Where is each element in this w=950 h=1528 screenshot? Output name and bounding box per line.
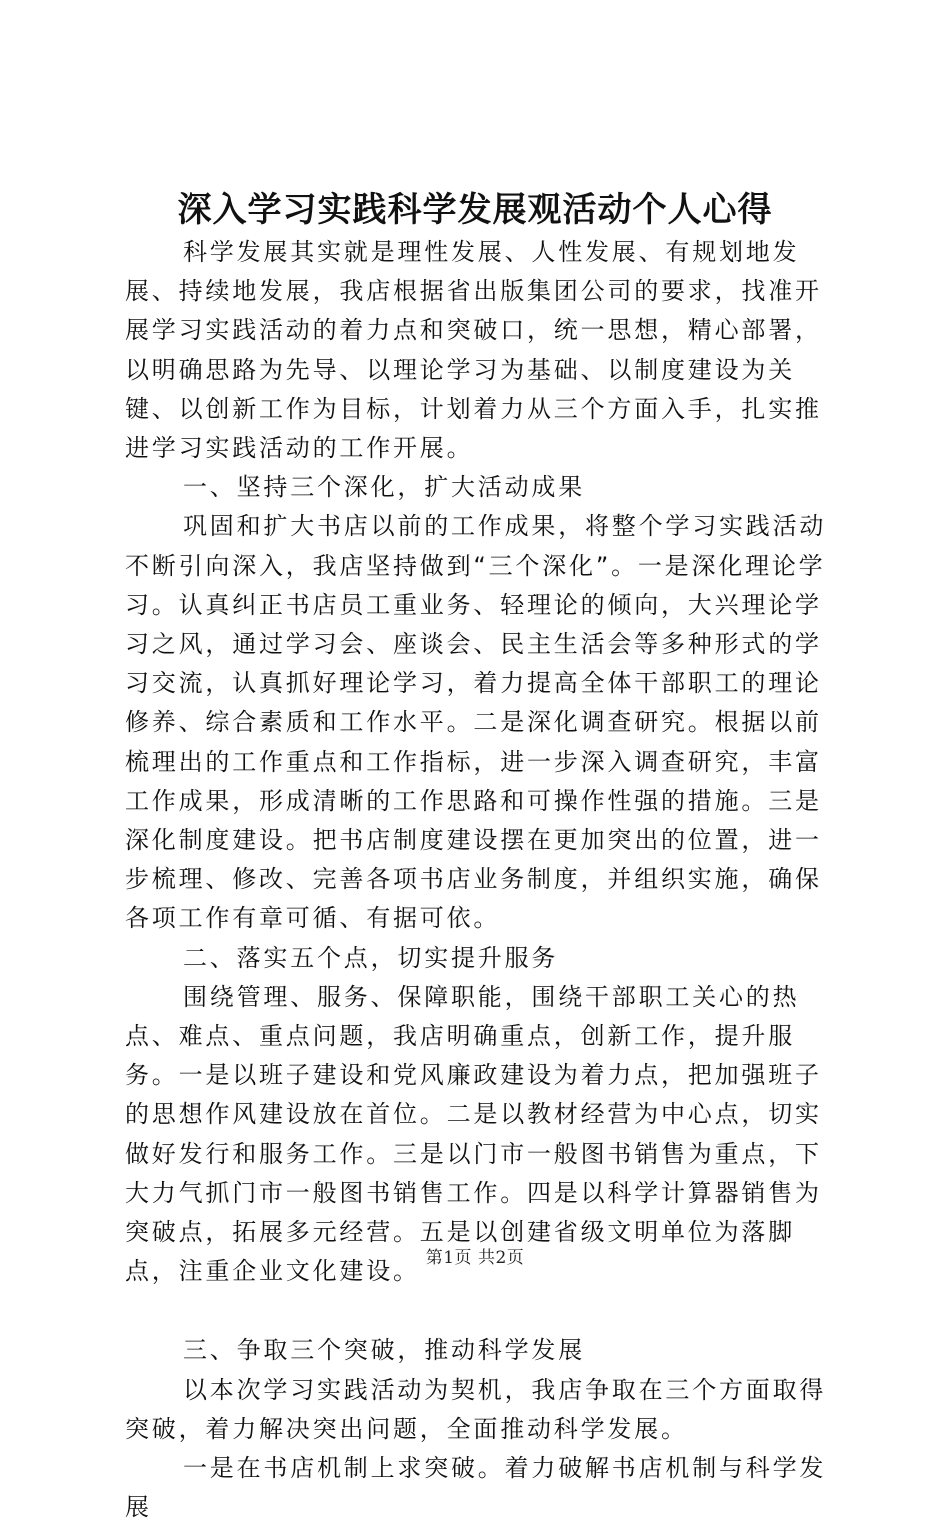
section-heading-1: 一、坚持三个深化，扩大活动成果 [183,473,585,502]
document-body [125,233,835,1528]
page-footer: 第1页 共2页 [425,1248,525,1268]
document-title: 深入学习实践科学发展观活动个人心得 [177,190,773,230]
section-3-item-1: 一是在书店机制上求突破。着力破解书店机制与科学发展 [125,1454,827,1522]
section-heading-3: 三、争取三个突破，推动科学发展 [183,1336,585,1365]
section-1-paragraph: 巩固和扩大书店以前的工作成果，将整个学习实践活动不断引向深入，我店坚持做到“三个深化”。一是深化理论学习。认真纠正书店员工重业务、轻理论的倾向，大兴理论学习之风，通过学习会、座谈会、民主生活会等多种形式的学习交流，认真抓好理论学习，着力提高全体干部职工的理论修养、综合素质和工作水平。二是深化调查研究。根据以前梳理出的工作重点和工作指标，进一步深入调查研究，丰富工作成果，形成清晰的工作思路和可操作性强的措施。三是深化制度建设。把书店制度建设摆在更加突出的位置，进一步梳理、修改、完善各项书店业务制度，并组织实施，确保各项工作有章可循、有据可依。 [125,512,827,933]
intro-paragraph: 科学发展其实就是理性发展、人性发展、有规划地发展、持续地发展，我店根据省出版集团公司的要求，找准开展学习实践活动的着力点和突破口，统一思想，精心部署，以明确思路为先导、以理论学习为基础、以制度建设为关键、以创新工作为目标，计划着力从三个方面入手，扎实推进学习实践活动的工作开展。 [125,238,822,463]
section-heading-2: 二、落实五个点，切实提升服务 [183,943,559,972]
section-3-paragraph: 以本次学习实践活动为契机，我店争取在三个方面取得突破，着力解决突出问题，全面推动科学发展。 [125,1375,827,1443]
section-2-paragraph: 围绕管理、服务、保障职能，围绕干部职工关心的热点、难点、重点问题，我店明确重点，创新工作，提升服务。一是以班子建设和党风廉政建设为着力点，把加强班子的思想作风建设放在首位。二是以教材经营为中心点，切实做好发行和服务工作。三是以门市一般图书销售为重点，下大力气抓门市一般图书销售工作。四是以科学计算器销售为突破点，拓展多元经营。五是以创建省级文明单位为落脚点，注重企业文化建设。 [125,982,822,1286]
